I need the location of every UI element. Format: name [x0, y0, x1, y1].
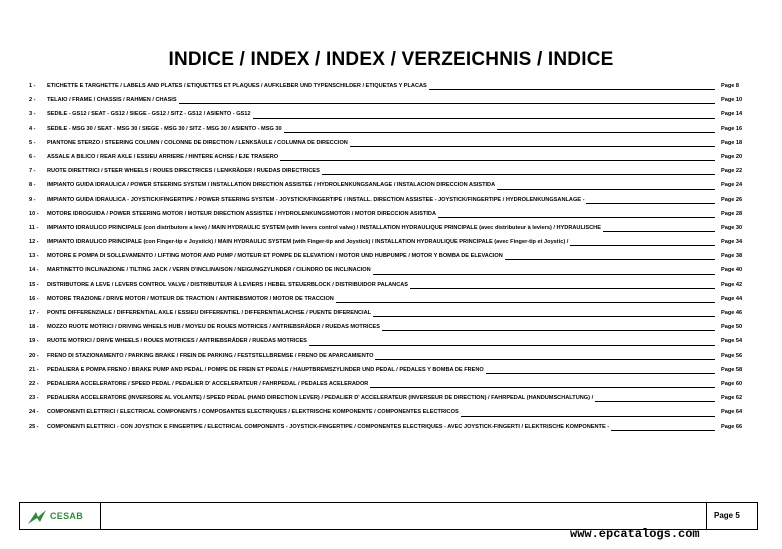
index-entry[interactable]: [29, 150, 751, 164]
entry-number: 15 -: [29, 281, 39, 288]
entry-title: RUOTE MOTRICI / DRIVE WHEELS / ROUES MOTRICES / ANTRIEBSRÄDER / RUEDAS MOTRICES: [47, 334, 309, 348]
logo-text: CESAB: [50, 511, 84, 521]
index-entry[interactable]: [29, 235, 751, 249]
cesab-mark-icon: [26, 508, 50, 526]
entry-number: 24 -: [29, 409, 39, 416]
index-entry[interactable]: [29, 278, 751, 292]
entry-number: 7 -: [29, 168, 36, 175]
entry-page: Page 22: [721, 168, 743, 175]
entry-page: Page 20: [721, 153, 743, 160]
entry-page: Page 54: [721, 338, 743, 345]
entry-page: Page 24: [721, 182, 743, 189]
entry-number: 10 -: [29, 210, 39, 217]
entry-page: Page 58: [721, 366, 743, 373]
page-number-cell: [706, 503, 757, 529]
entry-number: 13 -: [29, 253, 39, 260]
entry-page: Page 16: [721, 125, 743, 132]
entry-page: Page 64: [721, 409, 743, 416]
entry-number: 3 -: [29, 111, 36, 118]
index-entry[interactable]: [29, 320, 751, 334]
logo-cell: [20, 503, 101, 529]
index-entry[interactable]: [29, 164, 751, 178]
index-entry[interactable]: [29, 136, 751, 150]
entry-page: Page 38: [721, 253, 743, 260]
index-entry[interactable]: [29, 306, 751, 320]
index-entry[interactable]: [29, 420, 751, 434]
index-entry[interactable]: [29, 93, 751, 107]
entry-page: Page 26: [721, 196, 743, 203]
entry-title: PIANTONE STERZO / STEERING COLUMN / COLONNE DE DIRECTION / LENKSÄULE / COLUMNA DE DIRECCION: [47, 136, 350, 150]
index-entry[interactable]: [29, 193, 751, 207]
index-entry[interactable]: [29, 377, 751, 391]
entry-number: 22 -: [29, 380, 39, 387]
index-entry[interactable]: [29, 122, 751, 136]
entry-page: Page 56: [721, 352, 743, 359]
entry-number: 23 -: [29, 395, 39, 402]
index-entry[interactable]: [29, 363, 751, 377]
entry-number: 18 -: [29, 324, 39, 331]
entry-number: 5 -: [29, 139, 36, 146]
entry-title: IMPIANTO GUIDA IDRAULICA - JOYSTICK/FINGERTIPE / POWER STEERING SYSTEM - JOYSTICK/FINGERTIPE / INSTALL. DIRECTION ASSISTEE - JOYSTICK/FINGERTIPE / HYDROLENKUNGSANLAGE -: [47, 193, 586, 207]
entry-title: PONTE DIFFERENZIALE / DIFFERENTIAL AXLE / ESSIEU DIFFERENTIEL / DIFFERENTIALACHSE / PUENTE DIFERENCIAL: [47, 306, 373, 320]
entry-number: 12 -: [29, 239, 39, 246]
index-entry[interactable]: [29, 79, 751, 93]
entry-title: IMPIANTO IDRAULICO PRINCIPALE (con Finger-tip e Joystick) / MAIN HYDRAULIC SYSTEM (with Finger-tip and Joystick) / INSTALLATION HYDRAULIQUE PRINCIPALE (avec Finger-tip et Joystic) /: [47, 235, 570, 249]
entry-title: RUOTE DIRETTRICI / STEER WHEELS / ROUES DIRECTRICES / LENKRÄDER / RUEDAS DIRECTRICES: [47, 164, 322, 178]
entry-page: Page 42: [721, 281, 743, 288]
index-entry[interactable]: [29, 391, 751, 405]
index-entry[interactable]: [29, 107, 751, 121]
entry-number: 9 -: [29, 196, 36, 203]
index-entry[interactable]: [29, 292, 751, 306]
index-entry[interactable]: [29, 334, 751, 348]
entry-page: Page 30: [721, 224, 743, 231]
entry-number: 1 -: [29, 83, 36, 89]
entry-page: Page 60: [721, 380, 743, 387]
entry-title: IMPIANTO IDRAULICO PRINCIPALE (con distributore a leve) / MAIN HYDRAULIC SYSTEM (with levers control valve) / INSTALLATION HYDRAULIQUE PRINCIPALE (avec distributeur à leviers) / HYDRAULISCHE: [47, 221, 603, 235]
index-entry[interactable]: [29, 405, 751, 419]
entry-page: Page 66: [721, 423, 743, 430]
index-table: [29, 79, 751, 434]
entry-title: COMPONENTI ELETTRICI - CON JOYSTICK E FINGERTIPE / ELECTRICAL COMPONENTS - JOYSTICK-FINGERTIPE / COMPONENTES ELECTRIQUES - AVEC JOYSTICK-FINGERTI / ELEKTRISCHE KOMPONENTE -: [47, 420, 611, 434]
entry-title: IMPIANTO GUIDA IDRAULICA / POWER STEERING SYSTEM / INSTALLATION DIRECTION ASSISTEE / HYDROLENKUNGSANLAGE / INSTALACION DIRECCION ASISTIDA: [47, 178, 497, 192]
index-entry[interactable]: [29, 207, 751, 221]
entry-title: MOTORE TRAZIONE / DRIVE MOTOR / MOTEUR DE TRACTION / ANTRIEBSMOTOR / MOTOR DE TRACCION: [47, 292, 336, 306]
entry-title: PEDALIERA E POMPA FRENO / BRAKE PUMP AND PEDAL / POMPE DE FREIN ET PEDALE / HAUPTBREMSZYLINDER UND PEDAL / PEDALES Y BOMBA DE FRENO: [47, 363, 486, 377]
page-number: Page 5: [714, 511, 740, 520]
index-entry[interactable]: [29, 249, 751, 263]
index-entry[interactable]: [29, 349, 751, 363]
index-entry[interactable]: [29, 178, 751, 192]
entry-page: Page 46: [721, 310, 743, 316]
entry-title: PEDALIERA ACCELERATORE (INVERSORE AL VOLANTE) / SPEED PEDAL (HAND DIRECTION LEVER) / PEDALIER D' ACCELERATEUR (INVERSEUR DE DIRECTION) / FAHRPEDAL (HANDUMSCHALTUNG) /: [47, 391, 595, 405]
entry-number: 16 -: [29, 295, 39, 302]
entry-page: Page 18: [721, 139, 743, 146]
entry-title: SEDILE - MSG 30 / SEAT - MSG 30 / SIEGE - MSG 30 / SITZ - MSG 30 / ASIENTO - MSG 30: [47, 122, 284, 136]
entry-page: Page 44: [721, 295, 743, 302]
entry-number: 17 -: [29, 310, 39, 316]
index-entry[interactable]: [29, 263, 751, 277]
entry-title: ASSALE A BILICO / REAR AXLE / ESSIEU ARRIERE / HINTERE ACHSE / EJE TRASERO: [47, 150, 280, 164]
entry-title: MOTORE IDROGUIDA / POWER STEERING MOTOR / MOTEUR DIRECTION ASSISTEE / HYDROLENKUNGSMOTOR / MOTOR DIRECCION ASISTIDA: [47, 207, 438, 221]
entry-title: MOZZO RUOTE MOTRICI / DRIVING WHEELS HUB / MOYEU DE ROUES MOTRICES / ANTRIEBSRÄDER / RUEDAS MOTRICES: [47, 320, 382, 334]
entry-number: 6 -: [29, 153, 36, 160]
entry-number: 14 -: [29, 267, 39, 274]
entry-page: Page 50: [721, 324, 743, 331]
watermark-link[interactable]: www.epcatalogs.com: [570, 527, 700, 541]
entry-page: Page 10: [721, 97, 743, 104]
entry-page: Page 14: [721, 111, 743, 118]
page-title: INDICE / INDEX / INDEX / VERZEICHNIS / INDICE: [168, 49, 614, 70]
entry-title: DISTRIBUTORE A LEVE / LEVERS CONTROL VALVE / DISTRIBUTEUR À LEVIERS / HEBEL STEUERBLOCK / DISTRIBUIDOR PALANCAS: [47, 278, 410, 292]
entry-title: MARTINETTO INCLINAZIONE / TILTING JACK / VERIN D'INCLINAISON / NEIGUNGZYLINDER / CILINDRO DE INCLINACION: [47, 263, 373, 277]
entry-number: 19 -: [29, 338, 39, 345]
entry-number: 8 -: [29, 182, 36, 189]
entry-page: Page 28: [721, 210, 743, 217]
entry-page: Page 62: [721, 395, 743, 402]
entry-number: 21 -: [29, 366, 39, 373]
entry-page: Page 40: [721, 267, 743, 274]
entry-number: 4 -: [29, 125, 36, 132]
entry-title: MOTORE E POMPA DI SOLLEVAMENTO / LIFTING MOTOR AND PUMP / MOTEUR ET POMPE DE ELEVATION / MOTOR UND HUBPUMPE / MOTOR Y BOMBA DE ELEVACION: [47, 249, 505, 263]
entry-title: TELAIO / FRAME / CHASSIS / RAHMEN / CHASIS: [47, 93, 179, 107]
entry-page: Page 8: [721, 83, 740, 89]
footer-bar: [19, 502, 758, 530]
cesab-logo: [26, 508, 90, 526]
entry-title: SEDILE - GS12 / SEAT - GS12 / SIEGE - GS12 / SITZ - GS12 / ASIENTO - GS12: [47, 107, 253, 121]
entry-number: 11 -: [29, 224, 39, 231]
entry-title: COMPONENTI ELETTRICI / ELECTRICAL COMPONENTS / COMPOSANTES ELECTRIQUES / ELEKTRISCHE KOMPONENTE / COMPONENTES ELECTRICOS: [47, 405, 461, 419]
entry-number: 20 -: [29, 352, 39, 359]
entry-number: 2 -: [29, 97, 36, 104]
entry-title: PEDALIERA ACCELERATORE / SPEED PEDAL / PEDALIER D' ACCELERATEUR / FAHRPEDAL / PEDALES ACELERADOR: [47, 377, 370, 391]
entry-title: ETICHETTE E TARGHETTE / LABELS AND PLATES / ETIQUETTES ET PLAQUES / AUFKLEBER UND TYPENSCHILDER / ETIQUETAS Y PLACAS: [47, 79, 429, 93]
entry-page: Page 34: [721, 239, 743, 246]
index-entry[interactable]: [29, 221, 751, 235]
entry-number: 25 -: [29, 423, 39, 430]
entry-title: FRENO DI STAZIONAMENTO / PARKING BRAKE / FREIN DE PARKING / FESTSTELLBREMSE / FRENO DE APARCAMIENTO: [47, 349, 375, 363]
